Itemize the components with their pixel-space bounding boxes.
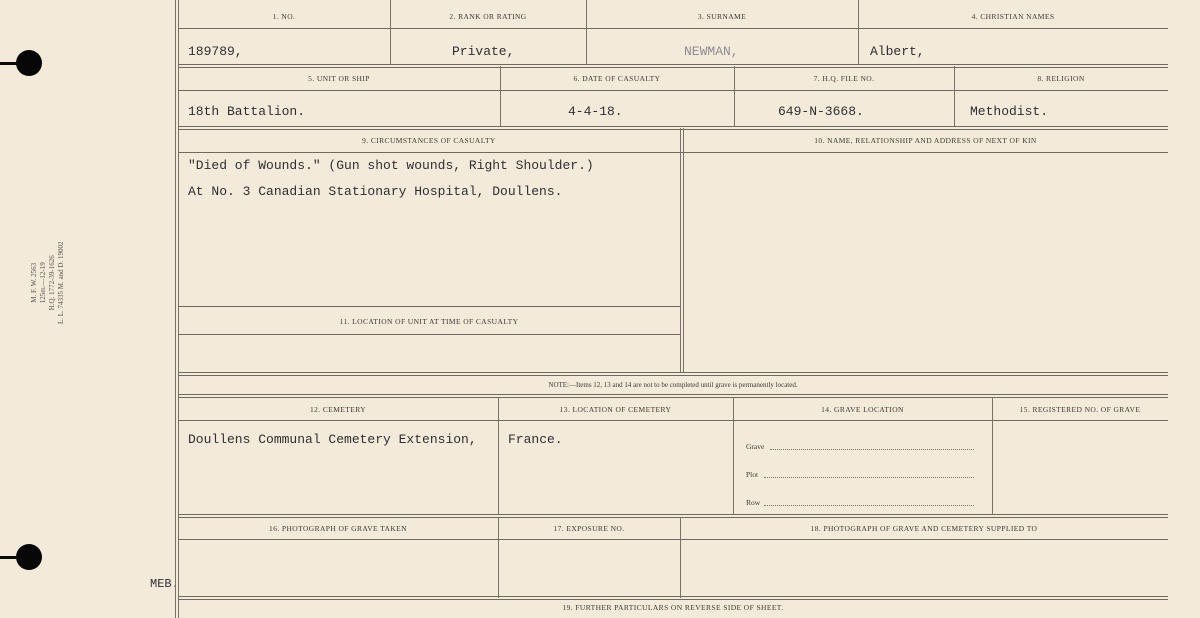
header-photograph-taken: 16. PHOTOGRAPH OF GRAVE TAKEN xyxy=(269,524,407,533)
header-next-of-kin: 10. NAME, RELATIONSHIP AND ADDRESS OF NEXT OF KIN xyxy=(814,136,1037,145)
value-surname: NEWMAN, xyxy=(684,44,739,59)
row-field-label: Row xyxy=(746,498,761,507)
value-circumstances-line1: "Died of Wounds." (Gun shot wounds, Right Shoulder.) xyxy=(188,158,594,173)
value-circumstances-line2: At No. 3 Canadian Stationary Hospital, Doullens. xyxy=(188,184,563,199)
row3-header-rule xyxy=(178,152,1168,153)
value-cemetery: Doullens Communal Cemetery Extension, xyxy=(188,432,477,447)
row3-divider-b xyxy=(683,128,684,372)
row4-bottom-rule xyxy=(178,514,1168,518)
header-surname: 3. SURNAME xyxy=(697,12,747,21)
value-number: 189789, xyxy=(188,44,243,59)
margin-line-1: M. F. W. 2563 xyxy=(30,262,38,303)
row1-divider-1 xyxy=(390,0,391,64)
punch-hole-top-bar xyxy=(0,62,18,65)
value-christian-names: Albert, xyxy=(870,44,925,59)
grave-field-label: Grave xyxy=(746,442,765,451)
row1-bottom-rule xyxy=(178,64,1168,68)
punch-hole-top xyxy=(16,50,42,76)
row3-bottom-rule xyxy=(178,372,1168,376)
row2-header-rule xyxy=(178,90,1168,91)
row4-divider-2 xyxy=(733,398,734,514)
value-rank: Private, xyxy=(452,44,515,59)
header-cemetery-location: 13. LOCATION OF CEMETERY xyxy=(559,405,672,414)
header-exposure-no: 17. EXPOSURE NO. xyxy=(553,524,625,533)
row2-bottom-rule xyxy=(178,126,1168,130)
row4-header-rule xyxy=(178,420,1168,421)
header-date: 6. DATE OF CASUALTY xyxy=(573,74,661,83)
value-file-no: 649-N-3668. xyxy=(778,104,864,119)
value-unit: 18th Battalion. xyxy=(188,104,306,119)
punch-hole-bottom-bar xyxy=(0,556,18,559)
plot-field-label: Plot xyxy=(746,470,759,479)
header-grave-location: 14. GRAVE LOCATION xyxy=(821,405,904,414)
row-field-dots xyxy=(764,505,974,506)
value-date: 4-4-18. xyxy=(568,104,623,119)
header-unit: 5. UNIT OR SHIP xyxy=(308,74,370,83)
margin-line-3: H.Q. 1772-39-1626 xyxy=(48,255,56,311)
row4-divider-3 xyxy=(992,398,993,514)
row1-header-rule xyxy=(178,28,1168,29)
grave-field-dots xyxy=(770,449,974,450)
value-cemetery-location: France. xyxy=(508,432,563,447)
punch-hole-bottom xyxy=(16,544,42,570)
form-left-border xyxy=(175,0,176,618)
plot-field-dots xyxy=(764,477,974,478)
row5-bottom-rule xyxy=(178,596,1168,600)
header-circumstances: 9. CIRCUMSTANCES OF CASUALTY xyxy=(362,136,496,145)
header-cemetery: 12. CEMETERY xyxy=(309,405,367,414)
row5-header-rule xyxy=(178,539,1168,540)
header-number: 1. NO. xyxy=(272,12,296,21)
header-christian-names: 4. CHRISTIAN NAMES xyxy=(971,12,1055,21)
value-religion: Methodist. xyxy=(970,104,1049,119)
header-registered-no: 15. REGISTERED NO. OF GRAVE xyxy=(1019,405,1141,414)
row4-divider-1 xyxy=(498,398,499,514)
margin-line-2: 125m.—12-19 xyxy=(39,262,47,304)
row3-sub-rule-2 xyxy=(178,334,680,335)
margin-print xyxy=(30,242,66,324)
clerk-initials: MEB. xyxy=(150,577,179,591)
row1-divider-2 xyxy=(586,0,587,64)
header-unit-location: 11. LOCATION OF UNIT AT TIME OF CASUALTY xyxy=(339,317,519,326)
header-further-particulars: 19. FURTHER PARTICULARS ON REVERSE SIDE OF SHEET. xyxy=(562,603,784,612)
header-photograph-supplied: 18. PHOTOGRAPH OF GRAVE AND CEMETERY SUPPLIED TO xyxy=(810,524,1038,533)
note-text: NOTE:—Items 12, 13 and 14 are not to be completed until grave is permanently located. xyxy=(548,381,798,389)
row3-sub-rule-1 xyxy=(178,306,680,307)
row3-divider xyxy=(680,128,681,372)
header-religion: 8. RELIGION xyxy=(1037,74,1085,83)
margin-line-4: L. L. 74335 M. and D. 19002 xyxy=(57,241,65,324)
header-rank: 2. RANK OR RATING xyxy=(449,12,527,21)
note-bottom-rule xyxy=(178,394,1168,398)
header-file-no: 7. H.Q. FILE NO. xyxy=(813,74,875,83)
row1-divider-3 xyxy=(858,0,859,64)
